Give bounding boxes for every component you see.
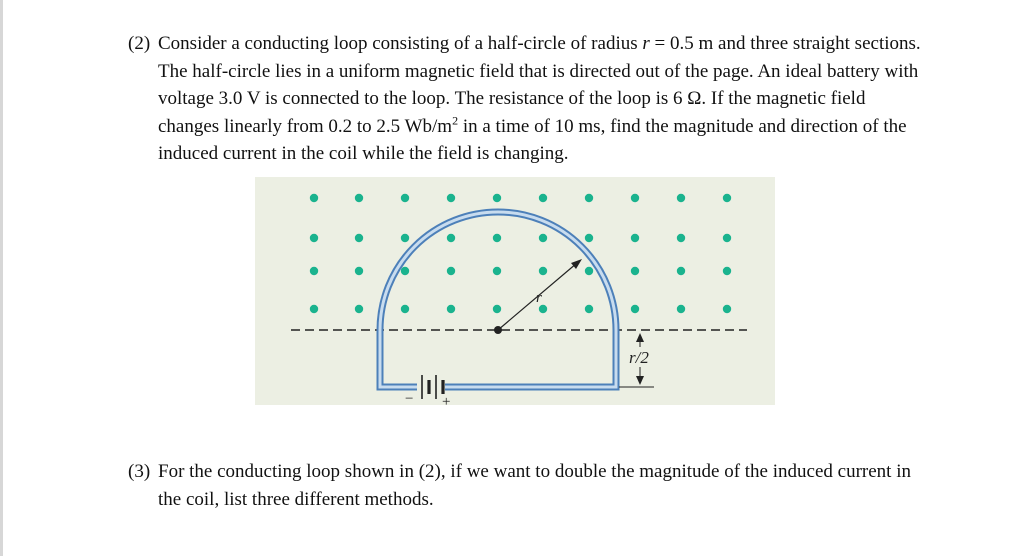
- problem-3-number: (3): [128, 461, 151, 482]
- field-dot: [723, 305, 731, 313]
- problem-2-mid: and three straight sections. The half-circle lies in a uniform magnetic field that is directed out of the page. An ideal battery with voltage 3.0 V is connected to the loop. The resistance of the loop is 6 Ω. If the magnetic field changes linearly from 0.2 to 2.5 Wb/m: [158, 33, 921, 137]
- field-dot: [493, 234, 501, 242]
- field-dot: [723, 267, 731, 275]
- problem-2-text: [158, 30, 928, 168]
- field-dot: [723, 194, 731, 202]
- field-dot: [585, 305, 593, 313]
- battery-plus-sign: +: [442, 394, 451, 405]
- field-dot: [539, 234, 547, 242]
- field-dot: [447, 267, 455, 275]
- circuit-figure: [255, 177, 775, 405]
- field-dot: [677, 234, 685, 242]
- field-dot: [585, 267, 593, 275]
- field-dot: [310, 267, 318, 275]
- field-dot: [310, 234, 318, 242]
- field-dot: [723, 234, 731, 242]
- field-dot: [310, 194, 318, 202]
- field-dot: [447, 194, 455, 202]
- radius-symbol: r: [642, 33, 650, 54]
- field-dot: [677, 267, 685, 275]
- field-dot: [355, 194, 363, 202]
- field-dot: [493, 267, 501, 275]
- field-dot: [631, 194, 639, 202]
- field-dot: [631, 305, 639, 313]
- battery-minus-sign: −: [405, 391, 414, 405]
- problem-2: [128, 30, 928, 168]
- problem-3-text: For the conducting loop shown in (2), if we want to double the magnitude of the induced current in the coil, list three different methods.: [158, 461, 911, 510]
- field-dot: [401, 194, 409, 202]
- field-dot: [539, 194, 547, 202]
- field-dot: [310, 305, 318, 313]
- radius-label: r: [536, 290, 542, 306]
- field-dot: [493, 305, 501, 313]
- field-dot: [585, 194, 593, 202]
- half-radius-label: r/2: [629, 348, 649, 367]
- problem-2-intro: Consider a conducting loop consisting of a half-circle of radius: [158, 33, 638, 54]
- field-dot: [631, 267, 639, 275]
- field-dot: [355, 234, 363, 242]
- field-dot: [401, 267, 409, 275]
- field-dot: [539, 305, 547, 313]
- unit-exponent: 2: [452, 113, 459, 128]
- field-dot: [355, 305, 363, 313]
- problem-3: [128, 458, 928, 513]
- problem-2-tail: in a time of 10 ms, find the magnitude and direction of the induced current in the coil while the field is changing.: [158, 115, 907, 164]
- field-dot: [447, 234, 455, 242]
- field-dot: [493, 194, 501, 202]
- field-dot: [355, 267, 363, 275]
- radius-value: = 0.5 m: [649, 33, 714, 54]
- field-dot: [677, 305, 685, 313]
- field-dot: [401, 234, 409, 242]
- field-dot: [447, 305, 455, 313]
- field-dot: [677, 194, 685, 202]
- field-dot: [539, 267, 547, 275]
- problem-2-number: (2): [128, 33, 151, 54]
- field-dot: [585, 234, 593, 242]
- field-dot: [631, 234, 639, 242]
- field-dot: [401, 305, 409, 313]
- left-border: [0, 0, 3, 556]
